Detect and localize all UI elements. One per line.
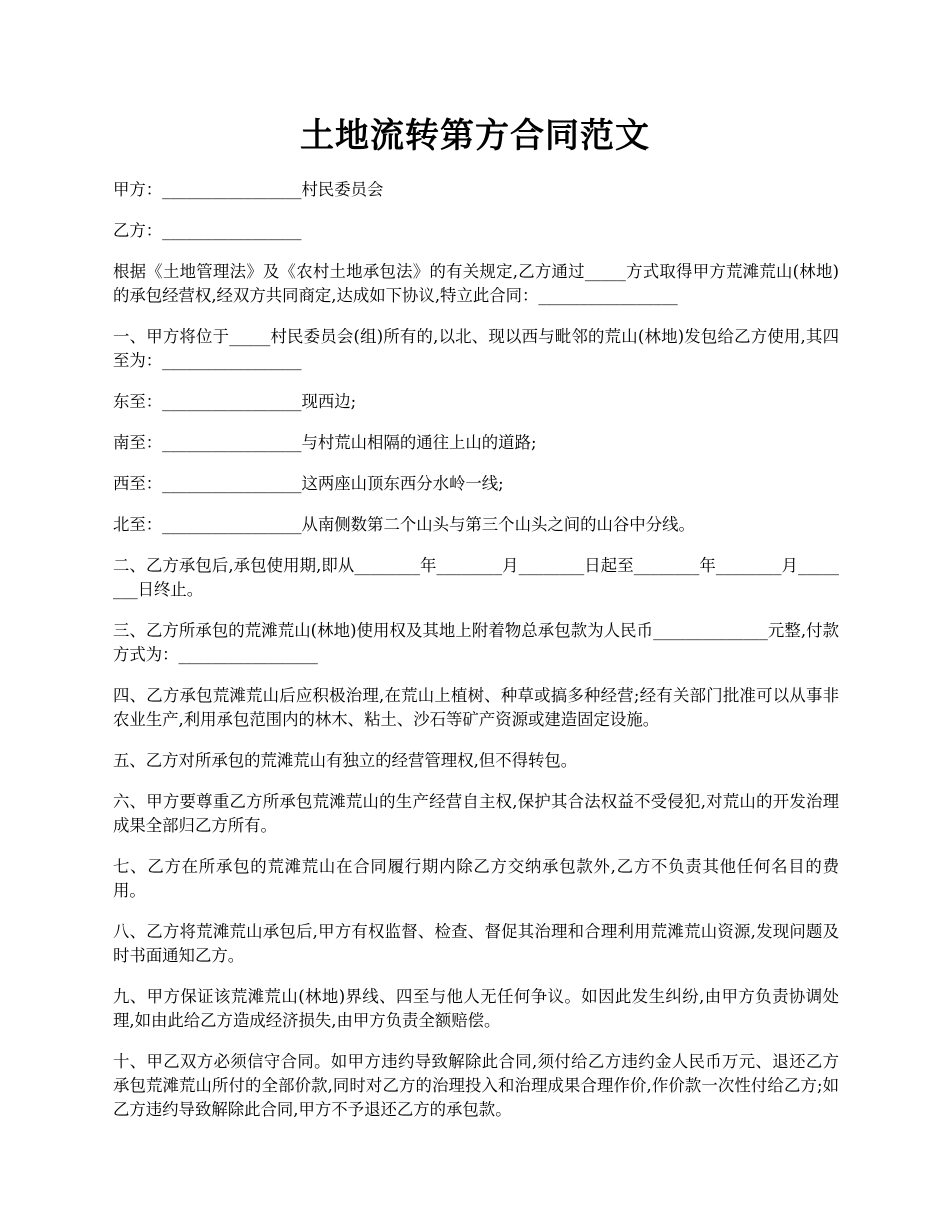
clause-3-paragraph: 三、乙方所承包的荒滩荒山(林地)使用权及其地上附着物总承包款为人民币______________元整,付款方式为：_________________ bbox=[113, 621, 839, 664]
party-b-line: 乙方：_________________ bbox=[113, 221, 302, 240]
clause-10-paragraph: 十、甲乙双方必须信守合同。如甲方违约导致解除此合同,须付给乙方违约金人民币万元、退还乙方承包荒滩荒山所付的全部价款,同时对乙方的治理投入和治理成果合理作价,作价款一次性付给乙方;如乙方违约导致解除此合同,甲方不予退还乙方的承包款。 bbox=[113, 1052, 839, 1119]
boundary-south-line: 南至：_________________与村荒山相隔的通往上山的道路; bbox=[113, 433, 537, 452]
document-body bbox=[113, 178, 839, 1139]
boundary-north-line: 北至：_________________从南侧数第二个山头与第三个山头之间的山谷中分线。 bbox=[113, 515, 695, 534]
clause-6-paragraph: 六、甲方要尊重乙方所承包荒滩荒山的生产经营自主权,保护其合法权益不受侵犯,对荒山的开发治理成果全部归乙方所有。 bbox=[113, 792, 839, 835]
clause-2-paragraph: 二、乙方承包后,承包使用期,即从________年________月________日起至________年________月________日终止。 bbox=[113, 556, 839, 599]
boundary-east-line: 东至：_________________现西边; bbox=[113, 392, 357, 411]
preamble-paragraph: 根据《土地管理法》及《农村土地承包法》的有关规定,乙方通过_____方式取得甲方荒滩荒山(林地)的承包经营权,经双方共同商定,达成如下协议,特立此合同：_________________ bbox=[113, 262, 839, 305]
clause-1-paragraph: 一、甲方将位于_____村民委员会(组)所有的,以北、现以西与毗邻的荒山(林地)发包给乙方使用,其四至为：_________________ bbox=[113, 327, 839, 370]
clause-8-paragraph: 八、乙方将荒滩荒山承包后,甲方有权监督、检查、督促其治理和合理利用荒滩荒山资源,发现问题及时书面通知乙方。 bbox=[113, 922, 839, 965]
clause-7-paragraph: 七、乙方在所承包的荒滩荒山在合同履行期内除乙方交纳承包款外,乙方不负责其他任何名目的费用。 bbox=[113, 857, 839, 900]
clause-9-paragraph: 九、甲方保证该荒滩荒山(林地)界线、四至与他人无任何争议。如因此发生纠纷,由甲方负责协调处理,如由此给乙方造成经济损失,由甲方负责全额赔偿。 bbox=[113, 987, 839, 1030]
document-title: 土地流转第方合同范文 bbox=[300, 116, 650, 156]
clause-4-paragraph: 四、乙方承包荒滩荒山后应积极治理,在荒山上植树、种草或搞多种经营;经有关部门批准可以从事非农业生产,利用承包范围内的林木、粘土、沙石等矿产资源或建造固定设施。 bbox=[113, 686, 839, 729]
boundary-west-line: 西至：_________________这两座山顶东西分水岭一线; bbox=[113, 474, 504, 493]
party-a-line: 甲方：_________________村民委员会 bbox=[113, 180, 384, 199]
clause-5-paragraph: 五、乙方对所承包的荒滩荒山有独立的经营管理权,但不得转包。 bbox=[113, 751, 578, 770]
